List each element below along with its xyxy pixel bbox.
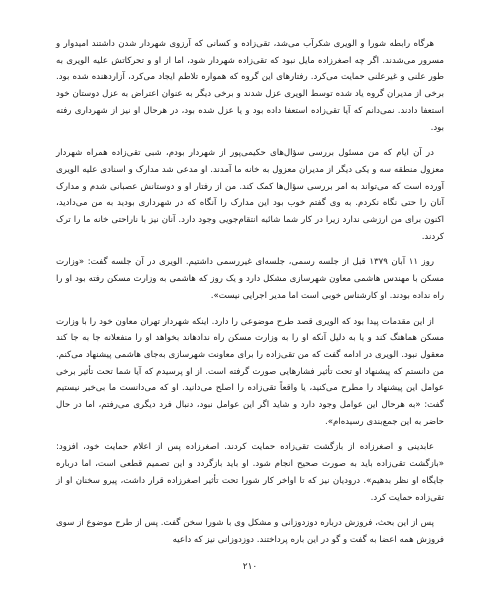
document-page xyxy=(56,36,444,558)
page-number: ۲۱۰ xyxy=(242,562,258,572)
paragraph: پس از این بحث، فروزش درباره دوزدوزانی و مشکل وی با شورا سخن گفت. پس از طرح موضوع از سوی فروزش همه اعضا به گفت و گو در این باره پرداختند. دوزدوزانی نیز که داعیه xyxy=(56,518,444,545)
paragraph: در آن ایام که من مسئول بررسی سؤال‌های حکیمی‌پور از شهردار بودم، شبی تقی‌زاده همراه شهردار معزول منطقه سه و یکی دیگر از مدیران معزول به خانه ما آمدند. او مدعی شد مدارک و اسنادی علیه الویری آورده است که می‌تواند به امر بررسی سؤال‌ها کمک کند. من از رفتار او و دوستانش عصبانی شدم و مدارک آنان را حتی نگاه نکردم. به وی گفتم خوب بود این مدارک را آنگاه که در شهرداری بودید به من می‌دادید، اکنون برای من ارزشی ندارد زیرا در کار شما شائبه انتقام‌جویی وجود دارد. آنان نیز با ناراحتی خانه ما را ترک کردند. xyxy=(56,148,444,242)
paragraph: عابدینی و اصغرزاده از بازگشت تقی‌زاده حمایت کردند. اصغرزاده پس از اعلام حمایت خود، افزود: «بازگشت تقی‌زاده باید به صورت صحیح انجام شود. او باید بازگردد و این تصمیم قطعی است، اما درباره جایگاه او نظر بدهیم». دروديان نیز که تا اواخر کار شورا تحت تأثیر اصغرزاده قرار داشت، پیرو سخنان او از تقی‌زاده حمایت کرد. xyxy=(56,442,444,503)
paragraph: از این مقدمات پیدا بود که الویری قصد طرح موضوعی را دارد. اینکه شهردار تهران معاون خود را با وزارت مسکن هماهنگ کند و یا به دلیل آنکه او را به وزارت مسکن راه ندادهاند بخواهد او را منفعلانه جا به جا کند معقول نبود. الویری در ادامه گفت که من تقی‌زاده را برای معاونت شهرسازی به‌جای هاشمی پیشنهاد می‌کنم. من دانستم که پیشنهاد او تحت تأثیر فشارهایی صورت گرفته است. از او پرسیدم که آیا شما تحت تأثیر برخی عوامل این پیشنهاد را مطرح می‌کنید، یا واقعاً تقی‌زاده را اصلح می‌دانید. او که می‌دانست ما بی‌خبر نیستیم گفت: «به هرحال این عوامل وجود دارد و شاید اگر این عوامل نبود، دنبال فرد دیگری می‌رفتم، اما در حال حاضر به این جمع‌بندی رسیده‌ام». xyxy=(56,316,444,427)
paragraph: هرگاه رابطه شورا و الویری شکرآب می‌شد، تقی‌زاده و کسانی که آرزوی شهردار شدن داشتند امیدوار و مسرور می‌شدند. اگر چه اصغرزاده مایل نبود که تقی‌زاده شهردار شود، اما از او و تحرکاتش علیه الویری به طور علنی و غیرعلنی حمایت می‌کرد. رفتارهای این گروه که همواره تلاطم ایجاد می‌کرد، آزاردهنده شده بود. برخی از مدیران گروه یاد شده توسط الویری عزل شدند و برخی دیگر به عنوان اعتراض به عزل دوستان خود استعفا دادند. نمی‌دانم که آیا تقی‌زاده استعفا داده بود و یا عزل شده بود، در هرحال او نیز از شهرداری رفته بود. xyxy=(56,39,444,133)
paragraph: روز ۱۱ آبان ۱۳۷۹ قبل از جلسه رسمی، جلسه‌ای غیررسمی داشتیم. الویری در آن جلسه گفت: «وزارت مسکن با مهندس هاشمی معاون شهرسازی مشکل دارد و یک روز که هاشمی به وزارت مسکن رفته بود او را راه نداده بودند. او کارشناس خوبی است اما مدیر اجرایی نیست». xyxy=(56,257,444,301)
